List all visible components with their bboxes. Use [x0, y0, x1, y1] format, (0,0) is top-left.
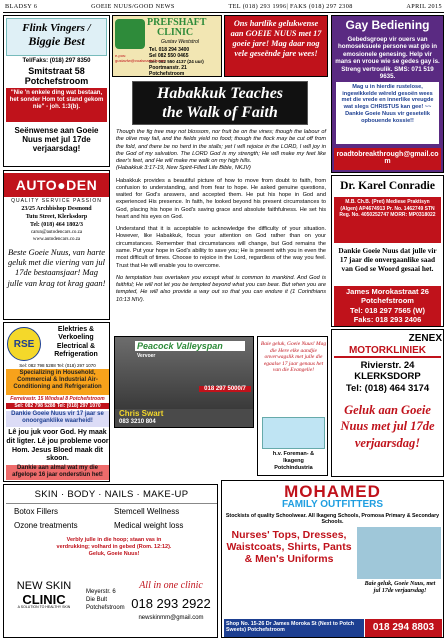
karel-wish: Dankie Goeie Nuus dat julle vir 17 jaar die onvergaanlike saad van God se Woord gesaai het. — [338, 246, 437, 274]
ingweg-sign-1: h.v. Foreman- & — [272, 451, 315, 457]
zenex-name: MOTORKLINIEK — [334, 345, 441, 358]
new-skin-service-1: Botox Fillers — [14, 507, 59, 516]
prefshaft-address: Poortmanstr. 21 — [149, 65, 187, 71]
mohamed-photo — [357, 527, 441, 579]
header-rule — [3, 12, 444, 13]
new-skin-logo — [8, 581, 80, 610]
prefshaft-emergency: Sel: 082 550 4137 (24 uur) — [149, 59, 204, 64]
auto-den-address-2: Tutu Street, Klerksdorp — [25, 214, 88, 220]
new-skin-all-in-one: All in one clinic — [139, 580, 203, 591]
flink-address: Smitstraat 58 — [28, 66, 85, 76]
article-title-2: the Walk of Faith — [162, 104, 278, 121]
ingweg-wish: Baie geluk, Goeie Nuus! Mag die Here elke aandjie onverwagslik met julle die egaalse 17 jaar genaus het van die Evangelie! — [260, 341, 327, 374]
article-lead-ref: (Habakkuk 3:17-19, New Spirit-Filled Life Bible, NKJV) — [116, 165, 251, 172]
peacock-valleyspan-ad — [114, 336, 254, 428]
flink-vingers-ad — [3, 15, 110, 167]
new-skin-verse: Verbly julle in die hoop; staan vas in verdrukking; volhard in gebed (Rom. 12:12). Geluk, Goeie Nuus! — [56, 537, 172, 557]
gay-ministry-ad — [331, 15, 444, 173]
mohamed-subtitle: FAMILY OUTFITTERS — [281, 499, 384, 510]
zenex-address-1: Rivierstr. 24 — [360, 360, 415, 371]
auto-den-message: Beste Goeie Nuus, van harte geluk met die viering van jul 17de bestaansjaar! Mag julle van krag tot krag gaan! — [7, 247, 106, 288]
auto-den-web[interactable]: www.autodencars.co.za — [32, 237, 81, 242]
ingweg-sign — [260, 451, 327, 472]
karel-fax: Faks: 018 293 2406 — [353, 315, 422, 325]
zenex-address-2: KLERKSDORP — [354, 371, 421, 383]
birthday-wish-box — [224, 15, 328, 77]
mohamed-wish: Baie geluk, Goeie Nuus, met jul 17de verjaarsdag! — [364, 581, 436, 595]
rse-contacts: Sel: 082 798 5288 Tel: (018) 297 1070 — [19, 363, 96, 368]
zenex-wish: Geluk aan Goeie Nuus met jul 17de verjaarsdag! — [340, 403, 435, 450]
article — [112, 79, 328, 331]
zenex-contact — [334, 360, 441, 394]
new-skin-address-2: Die Bult — [86, 596, 108, 603]
peacock-brand: Peacock Valleyspan — [135, 341, 245, 351]
karel-contact — [334, 286, 441, 326]
page-header — [0, 0, 447, 12]
rse-name — [44, 326, 108, 360]
prefshaft-name: PREFSHAFT — [147, 17, 207, 28]
contact-line: TEL (018) 293 1996| FAKS (018) 297 2308 — [228, 2, 353, 10]
auto-den-email[interactable]: carun@autodencars.co.za — [30, 230, 83, 235]
karel-tel: Tel: 018 297 7565 (W) — [350, 305, 425, 315]
new-skin-service-4: Medical weight loss — [114, 521, 184, 530]
new-skin-logo-2: CLINIC — [22, 591, 66, 607]
new-skin-email[interactable]: newskinmm@gmail.com — [138, 615, 204, 621]
peacock-cell: 083 3210 804 — [119, 419, 156, 425]
rse-name-3: Electrical & — [56, 342, 96, 350]
birthday-wish-text: Ons hartlike gelukwense aan GOEIE NUUS met 17 goeie jare! Mag daar nog vele geseënde jare wees! — [230, 19, 322, 58]
peacock-tel: 018 297 5000/7 — [199, 386, 251, 392]
rse-name-1: Elektries & — [57, 326, 95, 333]
zenex-brand: ZENEX — [408, 333, 442, 344]
new-skin-clinic-ad — [3, 484, 218, 638]
mohamed-outfitters-ad — [221, 480, 444, 638]
article-lead — [116, 129, 326, 173]
rse-thanks: Dankie aan almal wat my die afgelope 16 jaar onderstiun het! — [6, 465, 109, 480]
prefshaft-logo-icon — [115, 19, 145, 49]
auto-den-tel: Tel: (018) 464 1802/3 — [30, 222, 83, 228]
publication-name: GOEIE NUUS/GOOD NEWS — [91, 2, 175, 10]
prefshaft-doctor: Gustav Weststrol — [161, 39, 199, 45]
new-skin-service-2: Stemcell Wellness — [114, 507, 180, 516]
article-para-2: Understand that it is acceptable to acknowledge the difficulty of your situation. However, like Habakkuk, focus your attention on God rather than on your circumstances. Remember that circumstances will change, but God remains the same. Put your hope in God's ability to save you; He is present with you in even the most difficult of times. Choose to rejoice in the Lord, regardless of the way you feel. Trust that He will enable you to overcome. — [116, 226, 326, 269]
flink-wish: Seënwense aan Goeie Nuus met jul 17de verjaarsdag! — [14, 126, 99, 154]
new-skin-service-3: Ozone treatments — [14, 521, 78, 530]
rse-ad — [3, 322, 110, 482]
gay-body-2: Mag u in hierdie rustelose, ingewikkelde wêreld gesoën wees met die vrede en innerlike vreugde wat slegs CHRISTUS kan gee! ~~ Dankie Goeie Nuus vir gesetelik opbouende kossie!! — [336, 82, 439, 144]
prefshaft-sel: Sel 082 550 0465 — [149, 53, 189, 59]
mohamed-items: Nurses' Tops, Dresses, Waistcoats, Shirts, Pants & Men's Uniforms — [226, 529, 352, 566]
ingweg-logo — [262, 417, 325, 449]
rse-name-2: Verkoeling — [58, 334, 94, 342]
new-skin-address-3: Potchefstroom — [86, 604, 125, 611]
karel-address: James Morokastraat 26 Potchefstroom — [346, 287, 429, 306]
rse-wish: Dankie Goeie Nuus vir 17 jaar se onoorganklike waarheid! — [6, 411, 109, 427]
article-para-3-ref: (1 Corinthians 10:13 NIV). — [116, 289, 326, 303]
article-title-banner — [132, 81, 308, 125]
article-title-1: Habakkuk Teaches — [156, 85, 284, 102]
auto-den-tagline: QUALITY SERVICE PASSION — [11, 198, 102, 204]
article-lead-text: Though the fig tree may not blossom, nor fruit be on the vines; though the labour of the olive may fail, and the fields yield no food; though the flock may be cut off from the fold, and there be no herd in the stalls; yet I will rejoice in the LORD, I will joy in the God of my salvation. The LORD God is my strength; He will make my feet like deer's feet, and He will make me walk on my high hills. — [116, 129, 326, 165]
new-skin-tel: 018 293 2922 — [131, 596, 211, 611]
peacock-name: Chris Swart — [119, 409, 164, 418]
prefshaft-clinic-ad — [112, 15, 222, 77]
rse-verse: Lê jou juk voor God. Hy maak dit ligter. Lê jou probleme voor Hom. Jesus Bloed maak dit skoon. — [6, 429, 109, 463]
flink-quote: "Nie 'n enkele ding wat bestaan, het sonder Hom tot stand gekom nie" - joh. 1:3(b). — [6, 88, 107, 122]
zenex-tel: Tel: (018) 464 3174 — [345, 382, 430, 394]
flink-title-bar — [6, 18, 107, 56]
karel-title: Dr. Karel Conradie — [340, 180, 435, 192]
mohamed-tel: 018 294 8803 — [365, 619, 442, 637]
prefshaft-town: Potchefstroom — [149, 71, 185, 77]
auto-den-logo-right: DEN — [66, 177, 98, 193]
article-para-3-text: No temptation has overtaken you except what is common to mankind. And God is faithful; He will not let you be tempted beyond what you can bear. But when you are tempted, He will also provide a way out so that you can endure it — [116, 274, 326, 296]
auto-den-address-1: 23/25 Archbishop Desmond — [21, 206, 92, 212]
new-skin-logo-1: NEW SKIN — [16, 580, 72, 592]
article-para-3 — [116, 275, 326, 304]
rse-address: Ferreirastr. 15 Windsal 8 Potchefstroom — [10, 396, 105, 402]
new-skin-address-1: Meyerstr. 6 — [86, 589, 116, 595]
auto-den-ad — [3, 170, 110, 320]
gay-title: Gay Bediening — [345, 18, 430, 32]
ingweg-ad — [257, 336, 328, 476]
rse-logo: RSE — [7, 327, 41, 361]
zenex-ad — [331, 329, 444, 477]
prefshaft-tel: Tel. 018 294 3400 — [149, 47, 190, 53]
issue-date: APRIL 2015 — [406, 2, 442, 10]
gay-body: Gebedsgroep vir ouers van homoseksuele persone wat glo in emosionele genesing. Help vir mans en vroue wie se gedes gay is. Streng vertroulik. SMS: 071 519 9635. — [335, 36, 440, 81]
mohamed-title: MOHAMED — [284, 482, 381, 501]
karel-credentials: M.B. Ch.B. (Pret) Mediese Praktisyn (Algen) AP4674913 Pr. No. 1462749 STN Reg. No. 4050252747 MORR: MP0318022 — [334, 197, 441, 243]
page-number: BLADSY 6 — [5, 2, 38, 10]
new-skin-logo-3: A SOLUTION TO HEALTHY SKIN — [17, 605, 71, 610]
prefshaft-email[interactable]: e-pos: gustavfw@voalsnadel.co.za — [115, 53, 165, 63]
auto-den-logo-left: AUTO — [15, 177, 58, 193]
rse-name-4: Refrigeration — [54, 351, 98, 359]
new-skin-address — [86, 589, 126, 612]
flink-town: Potchefstroom — [24, 76, 89, 86]
rse-sel: Sel: 082 798 5288 Tel: (018) 297 1070 — [6, 403, 109, 409]
new-skin-services-header: SKIN · BODY · NAILS · MAKE-UP — [6, 489, 217, 504]
rse-specialty: Specializing in Household, Commercial & Industrial Air-Conditioning and Refrigeration — [6, 369, 109, 395]
flink-title-2: Biggie Best — [28, 34, 85, 48]
prefshaft-clinic: CLINIC — [157, 27, 194, 38]
flink-tel: Tel/Faks: (018) 297 8350 — [22, 58, 91, 64]
peacock-sub: Vervoer — [137, 353, 156, 359]
dr-karel-conradie-ad — [331, 175, 444, 327]
article-para-1: Habakkuk provides a beautiful picture of how to move from doubt to faith, from confusion to understanding, and from fear to hope. He asked genuine questions, waited for God's answers, and accepted them. He put his hope in God and experienced His presence. In faith, he looked beyond his present circumstances to God, placing his hope in God's saving grace and absolute faithfulness. He set his heart and his eyes on God. — [116, 177, 326, 220]
ingweg-sign-3: Potchindustria — [274, 464, 313, 471]
auto-den-logo: AUTO●DEN — [4, 173, 109, 197]
mohamed-address: Shop No. 15-26 Dr James Moroka St (Next to Potch Sweets) Potchefstroom — [224, 619, 364, 637]
mohamed-stockists: Stockists of quality Schoolwear. All Ikageng Schools, Promosa Primary & Secondary Schools. — [225, 513, 440, 526]
ingweg-sign-2: Ikageng — [283, 457, 304, 464]
gay-email[interactable]: roadtobreakthrough@gmail.com — [334, 148, 441, 170]
flink-title: Flink Vingers / — [22, 22, 91, 34]
